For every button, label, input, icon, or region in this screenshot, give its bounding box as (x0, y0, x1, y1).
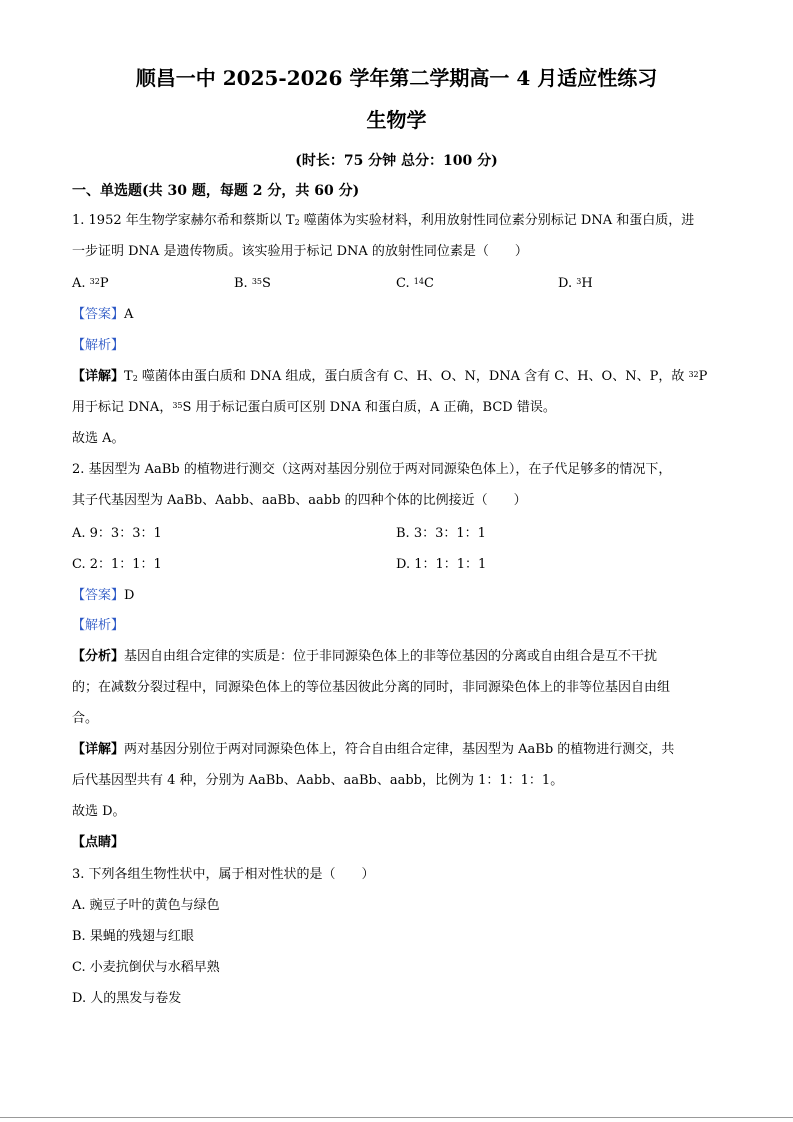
detail-tag: 【详解】 (72, 369, 125, 384)
q2-dianjing (72, 834, 124, 852)
q3-option-a: A. 豌豆子叶的黄色与绿色 (72, 898, 220, 913)
q2-stem-line1: 2. 基因型为 AaBb 的植物进行测交（这两对基因分别位于两对同源染色体上），在子代足够多的情况下， (72, 462, 672, 477)
q3-stem: 3. 下列各组生物性状中，属于相对性状的是（ ） (72, 867, 375, 882)
exam-title: 顺昌一中 2025-2026 学年第二学期高一 4 月适应性练习 (135, 66, 658, 90)
page-bottom-rule (0, 1117, 793, 1118)
section-heading: 一、单选题(共 30 题，每题 2 分，共 60 分) (72, 183, 360, 199)
q2-fenxi-line1: 【分析】基因自由组合定律的实质是：位于非同源染色体上的非等位基因的分离或自由组合是互不干扰 (72, 649, 658, 664)
analysis-tag: 【解析】 (72, 618, 125, 633)
q1-stem-sub: 2 (294, 218, 300, 227)
detail-tag: 【详解】 (72, 742, 125, 757)
q2-fenxi-line3: 合。 (72, 711, 99, 726)
fenxi-tag: 【分析】 (72, 649, 125, 664)
q2-option-a: A. 9：3：3：1 (72, 526, 162, 541)
exam-info: (时长：75 分钟 总分：100 分) (295, 153, 498, 169)
q1-stem-line1 (72, 212, 694, 230)
q1-option-a: A. $^{32}$P (72, 276, 109, 291)
q3-option-c: C. 小麦抗倒伏与水稻早熟 (72, 960, 220, 975)
q1-analysis (72, 337, 124, 355)
q2-option-c: C. 2：1：1：1 (72, 557, 162, 572)
answer-tag: 【答案】 (72, 588, 125, 603)
q1-stem-text-a: 1. 1952 年生物学家赫尔希和蔡斯以 T (72, 213, 295, 228)
q1-option-d: D. $^3$H (558, 276, 593, 291)
q2-fenxi-line2: 的；在减数分裂过程中，同源染色体上的等位基因彼此分离的同时，非同源染色体上的非等位基因自由组 (72, 680, 671, 695)
q1-stem-text-b: 噬菌体为实验材料，利用放射性同位素分别标记 DNA 和蛋白质，进 (299, 213, 695, 228)
q2-detail-line1: 【详解】两对基因分别位于两对同源染色体上，符合自由组合定律，基因型为 AaBb 的植物进行测交，共 (72, 742, 675, 757)
q2-analysis (72, 617, 124, 635)
q1-conclusion: 故选 A。 (72, 431, 125, 446)
answer-value: A (124, 307, 134, 322)
q2-answer (72, 587, 134, 605)
q3-option-d: D. 人的黑发与卷发 (72, 991, 182, 1006)
dianjing-tag: 【点睛】 (72, 835, 125, 850)
q1-answer (72, 306, 133, 324)
q1-detail-line2: 用于标记 DNA，$^{35}$S 用于标记蛋白质可区别 DNA 和蛋白质，A 正确，BCD 错误。 (72, 400, 556, 415)
q2-conclusion: 故选 D。 (72, 804, 126, 819)
answer-tag: 【答案】 (72, 307, 125, 322)
q2-option-d: D. 1：1：1：1 (396, 557, 487, 572)
q2-option-b: B. 3：3：1：1 (396, 526, 486, 541)
answer-value: D (124, 588, 135, 603)
q3-option-b: B. 果蝇的残翅与红眼 (72, 929, 194, 944)
subject-title: 生物学 (366, 108, 427, 132)
analysis-tag: 【解析】 (72, 338, 125, 353)
q1-option-c: C. $^{14}$C (396, 276, 434, 291)
q1-detail-line1: 【详解】$T_2$ 噬菌体由蛋白质和 DNA 组成，蛋白质含有 C、H、O、N，DNA 含有 C、H、O、N、P，故 $^{32}$P (72, 369, 708, 384)
q1-stem-line2: 一步证明 DNA 是遗传物质。该实验用于标记 DNA 的放射性同位素是（ ） (72, 244, 528, 259)
q1-option-b: B. $^{35}$S (234, 276, 271, 291)
q2-stem-line2: 其子代基因型为 AaBb、Aabb、aaBb、aabb 的四种个体的比例接近（ ） (72, 493, 527, 508)
q2-detail-line2: 后代基因型共有 4 种，分别为 AaBb、Aabb、aaBb、aabb，比例为 1：1：1：1。 (72, 773, 564, 788)
